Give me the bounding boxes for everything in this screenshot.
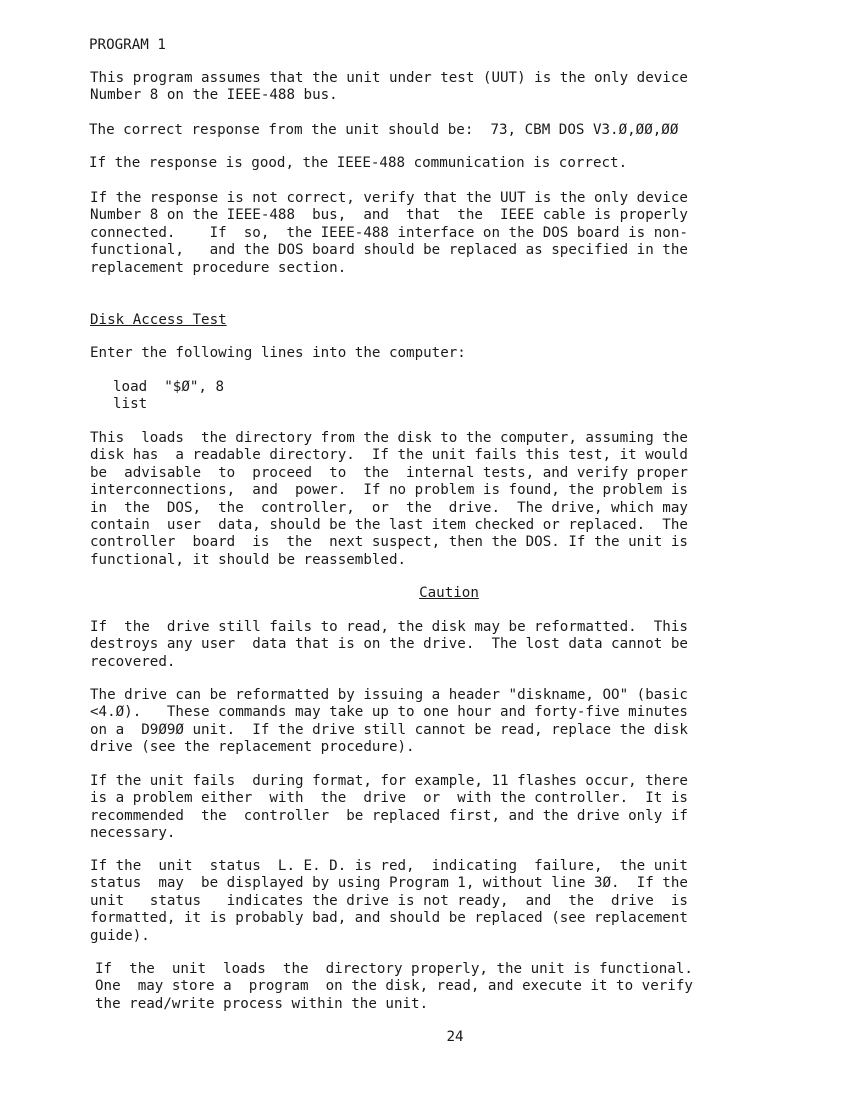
paragraph-line: recovered. xyxy=(90,653,176,670)
paragraph-line: <4.Ø). These commands may take up to one hour and forty-five minutes xyxy=(90,704,688,721)
command-line: list xyxy=(113,396,148,413)
disk-access-heading: Disk Access Test xyxy=(90,312,227,328)
caution-paragraph-5 xyxy=(95,961,825,1013)
paragraph-line: This loads the directory from the disk to the computer, assuming the xyxy=(90,430,688,446)
enter-lines-instruction: Enter the following lines into the computer: xyxy=(90,345,466,361)
paragraph-line: unit status indicates the drive is not ready, and the drive is xyxy=(90,892,688,909)
good-response-line: If the response is good, the IEEE-488 communication is correct. xyxy=(89,155,628,171)
page-number: 24 xyxy=(446,1029,464,1045)
paragraph-line: controller board is the next suspect, then the DOS. If the unit is xyxy=(90,534,688,551)
paragraph-line: Number 8 on the IEEE-488 bus. xyxy=(90,87,338,104)
paragraph-line: If the unit status L. E. D. is red, indicating failure, the unit xyxy=(90,858,688,874)
paragraph-line: in the DOS, the controller, or the drive. The drive, which may xyxy=(90,499,688,516)
paragraph-line: the read/write process within the unit. xyxy=(95,995,429,1012)
paragraph-line: functional, and the DOS board should be replaced as specified in the xyxy=(90,242,688,259)
paragraph-line: This program assumes that the unit under test (UUT) is the only device xyxy=(90,70,688,86)
paragraph-line: replacement procedure section. xyxy=(90,259,347,276)
paragraph-line: guide). xyxy=(90,927,150,944)
paragraph-line: is a problem either with the drive or with the controller. It is xyxy=(90,790,688,807)
expected-response-line: The correct response from the unit should be: 73, CBM DOS V3.Ø,ØØ,ØØ xyxy=(89,122,679,138)
paragraph-line: destroys any user data that is on the drive. The lost data cannot be xyxy=(90,636,688,653)
caution-paragraph-3 xyxy=(90,773,820,843)
paragraph-line: Number 8 on the IEEE-488 bus, and that the IEEE cable is properly xyxy=(90,207,688,224)
paragraph-line: be advisable to proceed to the internal tests, and verify proper xyxy=(90,464,688,481)
paragraph-line: drive (see the replacement procedure). xyxy=(90,739,415,756)
bad-response-paragraph xyxy=(90,190,820,277)
program-title: PROGRAM 1 xyxy=(89,37,166,53)
paragraph-line: If the response is not correct, verify that the UUT is the only device xyxy=(90,190,688,206)
paragraph-line: connected. If so, the IEEE-488 interface on the DOS board is non- xyxy=(90,224,688,241)
paragraph-line: functional, it should be reassembled. xyxy=(90,551,407,568)
paragraph-line: If the unit fails during format, for example, 11 flashes occur, there xyxy=(90,773,688,789)
paragraph-line: on a D9Ø9Ø unit. If the drive still cannot be read, replace the disk xyxy=(90,721,688,738)
disk-access-description xyxy=(90,430,820,569)
paragraph-line: If the unit loads the directory properly, the unit is functional. xyxy=(95,961,693,977)
paragraph-line: interconnections, and power. If no problem is found, the problem is xyxy=(90,482,688,499)
intro-assumption-paragraph xyxy=(90,70,820,105)
paragraph-line: necessary. xyxy=(90,825,176,842)
caution-paragraph-1 xyxy=(90,619,820,671)
paragraph-line: The drive can be reformatted by issuing a header "diskname, OO" (basic xyxy=(90,687,688,703)
paragraph-line: If the drive still fails to read, the disk may be reformatted. This xyxy=(90,619,688,635)
caution-paragraph-2 xyxy=(90,687,820,757)
caution-heading: Caution xyxy=(419,585,479,601)
paragraph-line: contain user data, should be the last item checked or replaced. The xyxy=(90,517,688,534)
command-listing xyxy=(113,379,843,414)
paragraph-line: formatted, it is probably bad, and should be replaced (see replacement xyxy=(90,910,688,927)
paragraph-line: recommended the controller be replaced first, and the drive only if xyxy=(90,807,688,824)
paragraph-line: status may be displayed by using Program 1, without line 3Ø. If the xyxy=(90,875,688,892)
paragraph-line: One may store a program on the disk, read, and execute it to verify xyxy=(95,978,693,995)
paragraph-line: disk has a readable directory. If the unit fails this test, it would xyxy=(90,447,688,464)
command-line: load "$Ø", 8 xyxy=(113,379,225,395)
caution-paragraph-4 xyxy=(90,858,820,945)
